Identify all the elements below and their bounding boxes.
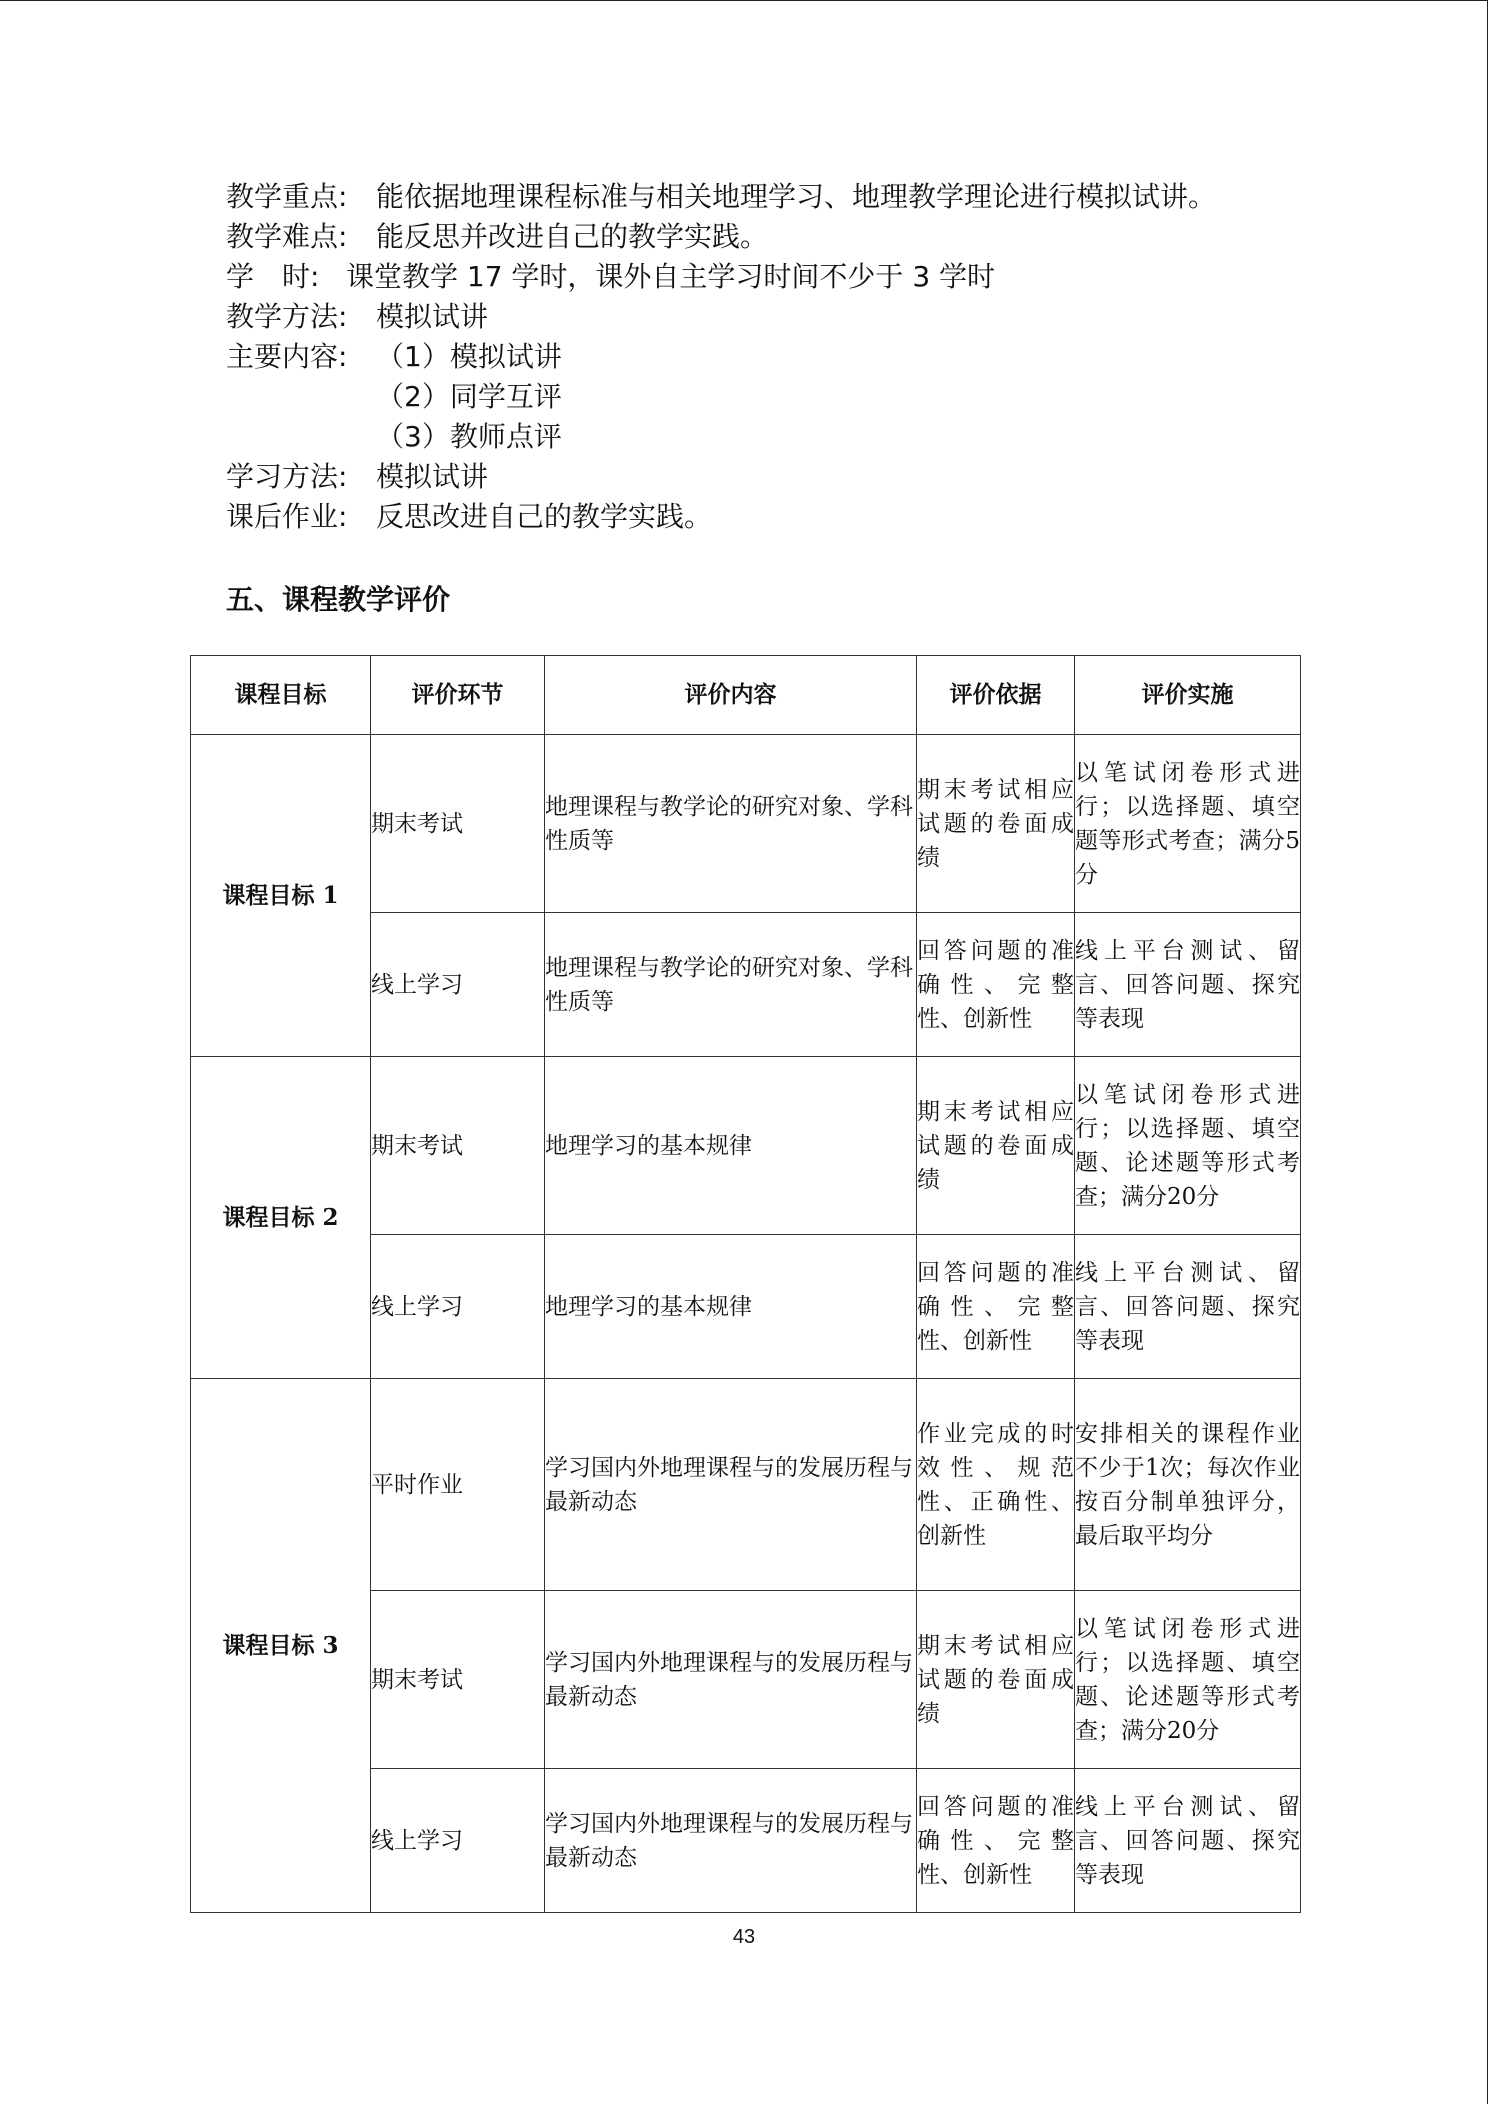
- implementation-cell: 线上平台测试、留言、回答问题、探究等表现: [1075, 913, 1301, 1057]
- stage-cell: 平时作业: [371, 1379, 545, 1591]
- implementation-cell: 线上平台测试、留言、回答问题、探究等表现: [1075, 1235, 1301, 1379]
- stage-cell: 期末考试: [371, 735, 545, 913]
- implementation-cell: 以笔试闭卷形式进行；以选择题、填空题、论述题等形式考查；满分20分: [1075, 1057, 1301, 1235]
- table-row: [191, 735, 1301, 913]
- table-row: [191, 1057, 1301, 1235]
- table-header-row: [191, 656, 1301, 735]
- implementation-cell: 线上平台测试、留言、回答问题、探究等表现: [1075, 1769, 1301, 1913]
- implementation-cell: 以笔试闭卷形式进行；以选择题、填空题、论述题等形式考查；满分20分: [1075, 1591, 1301, 1769]
- basis-cell: 期末考试相应试题的卷面成绩: [917, 1057, 1075, 1235]
- stage-cell: 线上学习: [371, 1769, 545, 1913]
- header-implementation: 评价实施: [1075, 656, 1301, 735]
- content-cell: 地理课程与教学论的研究对象、学科性质等: [545, 913, 917, 1057]
- basis-cell: 期末考试相应试题的卷面成绩: [917, 735, 1075, 913]
- method-value: 模拟试讲: [376, 300, 489, 333]
- section-heading: 五、课程教学评价: [226, 583, 451, 616]
- basis-cell: 回答问题的准确性、完整性、创新性: [917, 913, 1075, 1057]
- content-item: （1）模拟试讲: [376, 340, 562, 373]
- difficulty-label: 教学难点:: [226, 220, 348, 253]
- hours-value: 课堂教学 17 学时，课外自主学习时间不少于 3 学时: [346, 260, 996, 293]
- header-basis: 评价依据: [917, 656, 1075, 735]
- page-number: 43: [732, 1926, 756, 1948]
- key-point-value: 能依据地理课程标准与相关地理学习、地理教学理论进行模拟试讲。: [376, 180, 1217, 213]
- header-content: 评价内容: [545, 656, 917, 735]
- basis-cell: 作业完成的时效性、规范性、正确性、创新性: [917, 1379, 1075, 1591]
- content-cell: 学习国内外地理课程与的发展历程与最新动态: [545, 1591, 917, 1769]
- difficulty-value: 能反思并改进自己的教学实践。: [376, 220, 769, 253]
- method-label: 教学方法:: [226, 300, 348, 333]
- content-cell: 地理课程与教学论的研究对象、学科性质等: [545, 735, 917, 913]
- basis-cell: 回答问题的准确性、完整性、创新性: [917, 1235, 1075, 1379]
- header-goal: 课程目标: [191, 656, 371, 735]
- stage-cell: 期末考试: [371, 1591, 545, 1769]
- content-cell: 学习国内外地理课程与的发展历程与最新动态: [545, 1769, 917, 1913]
- content-item: （3）教师点评: [376, 420, 562, 453]
- study-method-value: 模拟试讲: [376, 460, 489, 493]
- study-method-label: 学习方法:: [226, 460, 348, 493]
- content-cell: 地理学习的基本规律: [545, 1057, 917, 1235]
- header-stage: 评价环节: [371, 656, 545, 735]
- content-label: 主要内容:: [226, 340, 348, 373]
- key-point-label: 教学重点:: [226, 180, 348, 213]
- goal-cell: 课程目标 1: [191, 735, 371, 1057]
- basis-cell: 回答问题的准确性、完整性、创新性: [917, 1769, 1075, 1913]
- stage-cell: 线上学习: [371, 913, 545, 1057]
- hours-label: 学 时:: [226, 260, 320, 293]
- implementation-cell: 安排相关的课程作业不少于1次；每次作业按百分制单独评分，最后取平均分: [1075, 1379, 1301, 1591]
- basis-cell: 期末考试相应试题的卷面成绩: [917, 1591, 1075, 1769]
- content-item: （2）同学互评: [376, 380, 562, 413]
- table-row: [191, 1379, 1301, 1591]
- implementation-cell: 以笔试闭卷形式进行；以选择题、填空题等形式考查；满分5分: [1075, 735, 1301, 913]
- evaluation-table: [190, 655, 1301, 1913]
- homework-value: 反思改进自己的教学实践。: [376, 500, 713, 533]
- content-cell: 地理学习的基本规律: [545, 1235, 917, 1379]
- homework-label: 课后作业:: [226, 500, 348, 533]
- stage-cell: 期末考试: [371, 1057, 545, 1235]
- content-cell: 学习国内外地理课程与的发展历程与最新动态: [545, 1379, 917, 1591]
- stage-cell: 线上学习: [371, 1235, 545, 1379]
- goal-cell: 课程目标 2: [191, 1057, 371, 1379]
- goal-cell: 课程目标 3: [191, 1379, 371, 1913]
